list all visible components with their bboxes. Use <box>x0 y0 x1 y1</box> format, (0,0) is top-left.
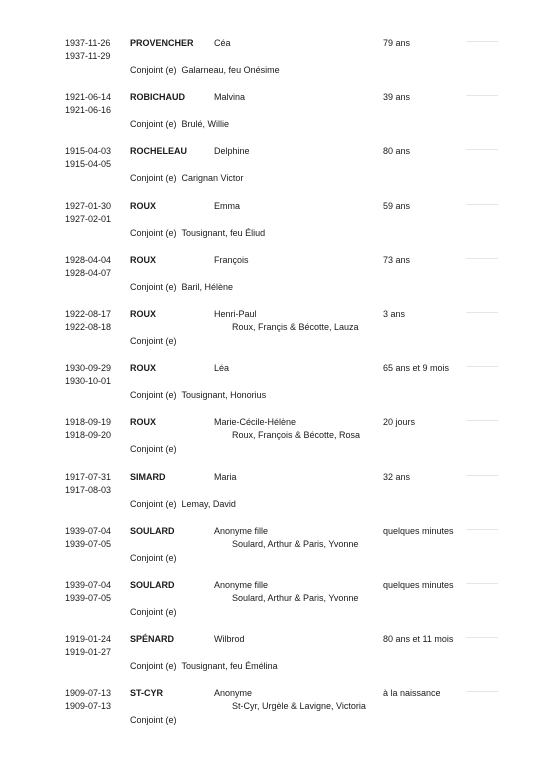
spouse-label: Conjoint (e) <box>130 607 177 617</box>
spouse-label: Conjoint (e) <box>130 281 177 292</box>
record-parents: Soulard, Arthur & Paris, Yvonne <box>232 593 359 603</box>
record-surname: ROUX <box>130 363 157 374</box>
record <box>0 362 544 416</box>
record-given-name: Wilbrod <box>214 634 245 645</box>
margin-mark <box>466 258 498 259</box>
record-spouse: Lemay, David <box>181 498 236 509</box>
margin-mark <box>466 637 498 638</box>
record-spouse-line <box>130 281 233 293</box>
spouse-label: Conjoint (e) <box>130 65 177 75</box>
record-surname: SIMARD <box>130 471 166 482</box>
record <box>0 416 544 470</box>
record-given-name: Henri-Paul <box>214 309 257 319</box>
record <box>0 37 544 91</box>
margin-mark <box>466 149 498 150</box>
record-surname: ROUX <box>130 200 157 211</box>
record-date-1: 1928-04-04 <box>65 254 112 265</box>
record-date-2: 1928-04-07 <box>65 267 112 278</box>
record-date-1: 1927-01-30 <box>65 200 112 211</box>
record-date-1: 1919-01-24 <box>65 634 112 645</box>
record <box>0 687 544 741</box>
record-surname: ROUX <box>130 254 157 265</box>
margin-mark <box>466 529 498 530</box>
record-age: 73 ans <box>383 254 411 265</box>
record-given-name: Malvina <box>214 92 246 103</box>
spouse-label: Conjoint (e) <box>130 119 177 130</box>
record-surname: ROBICHAUD <box>130 92 185 103</box>
record-spouse-line <box>130 227 265 239</box>
spouse-label: Conjoint (e) <box>130 444 177 455</box>
record-age: 39 ans <box>383 92 411 103</box>
margin-mark <box>466 95 498 96</box>
record <box>0 525 544 579</box>
record-date-2: 1939-07-05 <box>65 593 112 603</box>
record-parents: Soulard, Arthur & Paris, Yvonne <box>232 538 359 549</box>
record-spouse-line <box>130 443 182 455</box>
record-date-2: 1917-08-03 <box>65 484 112 495</box>
record-date-1: 1909-07-13 <box>65 688 112 699</box>
margin-mark <box>466 41 498 42</box>
record-age: 80 ans et 11 mois <box>383 634 454 645</box>
record-surname: ROUX <box>130 417 157 428</box>
record-date-2: 1939-07-05 <box>65 538 112 549</box>
margin-mark <box>466 204 498 205</box>
record-spouse: Tousignant, Honorius <box>181 390 267 401</box>
record-age: 32 ans <box>383 471 411 482</box>
record-spouse-line <box>130 64 280 76</box>
record-surname: ROUX <box>130 309 157 319</box>
record <box>0 254 544 308</box>
record-given-name: Maria <box>214 471 237 482</box>
record-parents: Roux, François & Bécotte, Rosa <box>232 430 361 441</box>
record-date-1: 1939-07-04 <box>65 525 112 536</box>
spouse-label: Conjoint (e) <box>130 173 177 184</box>
record-date-1: 1939-07-04 <box>65 580 112 590</box>
record-age: 3 ans <box>383 309 406 319</box>
record-spouse-line <box>130 118 229 130</box>
record-date-1: 1915-04-03 <box>65 146 112 157</box>
record-date-2: 1922-08-18 <box>65 322 112 332</box>
record-spouse: Baril, Hélène <box>181 281 234 292</box>
record-age: 80 ans <box>383 146 411 157</box>
margin-mark <box>466 366 498 367</box>
record-spouse-line <box>130 552 182 564</box>
record <box>0 145 544 199</box>
record-date-2: 1930-10-01 <box>65 376 112 387</box>
record <box>0 308 544 362</box>
record-given-name: Anonyme fille <box>214 580 269 590</box>
record-given-name: Marie-Cécile-Hélène <box>214 417 297 428</box>
margin-mark <box>466 312 498 313</box>
spouse-label: Conjoint (e) <box>130 336 177 346</box>
spouse-label: Conjoint (e) <box>130 715 177 726</box>
record-given-name: Delphine <box>214 146 250 157</box>
record-date-1: 1922-08-17 <box>65 309 112 319</box>
margin-mark <box>466 583 498 584</box>
record-date-1: 1930-09-29 <box>65 363 112 374</box>
record-date-1: 1937-11-26 <box>65 38 111 48</box>
record-surname: PROVENCHER <box>130 38 194 48</box>
spouse-label: Conjoint (e) <box>130 552 177 563</box>
margin-mark <box>466 420 498 421</box>
margin-mark <box>466 691 498 692</box>
record-given-name: Anonyme <box>214 688 253 699</box>
record-given-name: François <box>214 254 249 265</box>
record-date-1: 1917-07-31 <box>65 471 112 482</box>
margin-mark <box>466 475 498 476</box>
record-surname: SPÉNARD <box>130 634 175 645</box>
record-spouse: Brulé, Willie <box>181 119 230 130</box>
record-age: quelques minutes <box>383 580 454 590</box>
record-spouse-line <box>130 660 278 672</box>
record-given-name: Anonyme fille <box>214 525 269 536</box>
record-given-name: Céa <box>214 38 231 48</box>
record-surname: SOULARD <box>130 580 175 590</box>
record-date-2: 1915-04-05 <box>65 159 112 170</box>
record <box>0 200 544 254</box>
record-date-2: 1927-02-01 <box>65 213 112 224</box>
spouse-label: Conjoint (e) <box>130 227 177 238</box>
record-date-2: 1909-07-13 <box>65 701 112 712</box>
record-spouse-line <box>130 172 243 184</box>
record-spouse-line <box>130 335 182 347</box>
record-spouse: Carignan Victor <box>181 173 244 184</box>
record-date-2: 1921-06-16 <box>65 105 112 116</box>
record-age: quelques minutes <box>383 525 454 536</box>
record-spouse-line <box>130 606 182 618</box>
record-spouse-line <box>130 498 236 510</box>
record <box>0 471 544 525</box>
record-date-2: 1937-11-29 <box>65 51 111 61</box>
record-age: 65 ans et 9 mois <box>383 363 450 374</box>
record-surname: ROCHELEAU <box>130 146 188 157</box>
record-surname: ST-CYR <box>130 688 164 699</box>
record <box>0 633 544 687</box>
record <box>0 579 544 633</box>
record-spouse: Tousignant, feu Éliud <box>181 227 266 238</box>
record-parents: Roux, Françis & Bécotte, Lauza <box>232 322 359 332</box>
spouse-label: Conjoint (e) <box>130 390 177 401</box>
record-given-name: Emma <box>214 200 241 211</box>
record <box>0 91 544 145</box>
record-age: 79 ans <box>383 38 411 48</box>
record-date-1: 1921-06-14 <box>65 92 112 103</box>
record-given-name: Léa <box>214 363 230 374</box>
record-spouse: Tousignant, feu Émélina <box>181 661 278 672</box>
record-age: à la naissance <box>383 688 441 699</box>
record-date-2: 1919-01-27 <box>65 647 112 658</box>
record-date-2: 1918-09-20 <box>65 430 112 441</box>
record-parents: St-Cyr, Urgèle & Lavigne, Victoria <box>232 701 366 712</box>
record-age: 59 ans <box>383 200 411 211</box>
record-spouse-line <box>130 389 266 401</box>
record-surname: SOULARD <box>130 525 175 536</box>
record-spouse-line <box>130 714 182 726</box>
record-age: 20 jours <box>383 417 416 428</box>
record-spouse: Galarneau, feu Onésime <box>181 65 280 75</box>
spouse-label: Conjoint (e) <box>130 498 177 509</box>
spouse-label: Conjoint (e) <box>130 661 177 672</box>
record-date-1: 1918-09-19 <box>65 417 112 428</box>
